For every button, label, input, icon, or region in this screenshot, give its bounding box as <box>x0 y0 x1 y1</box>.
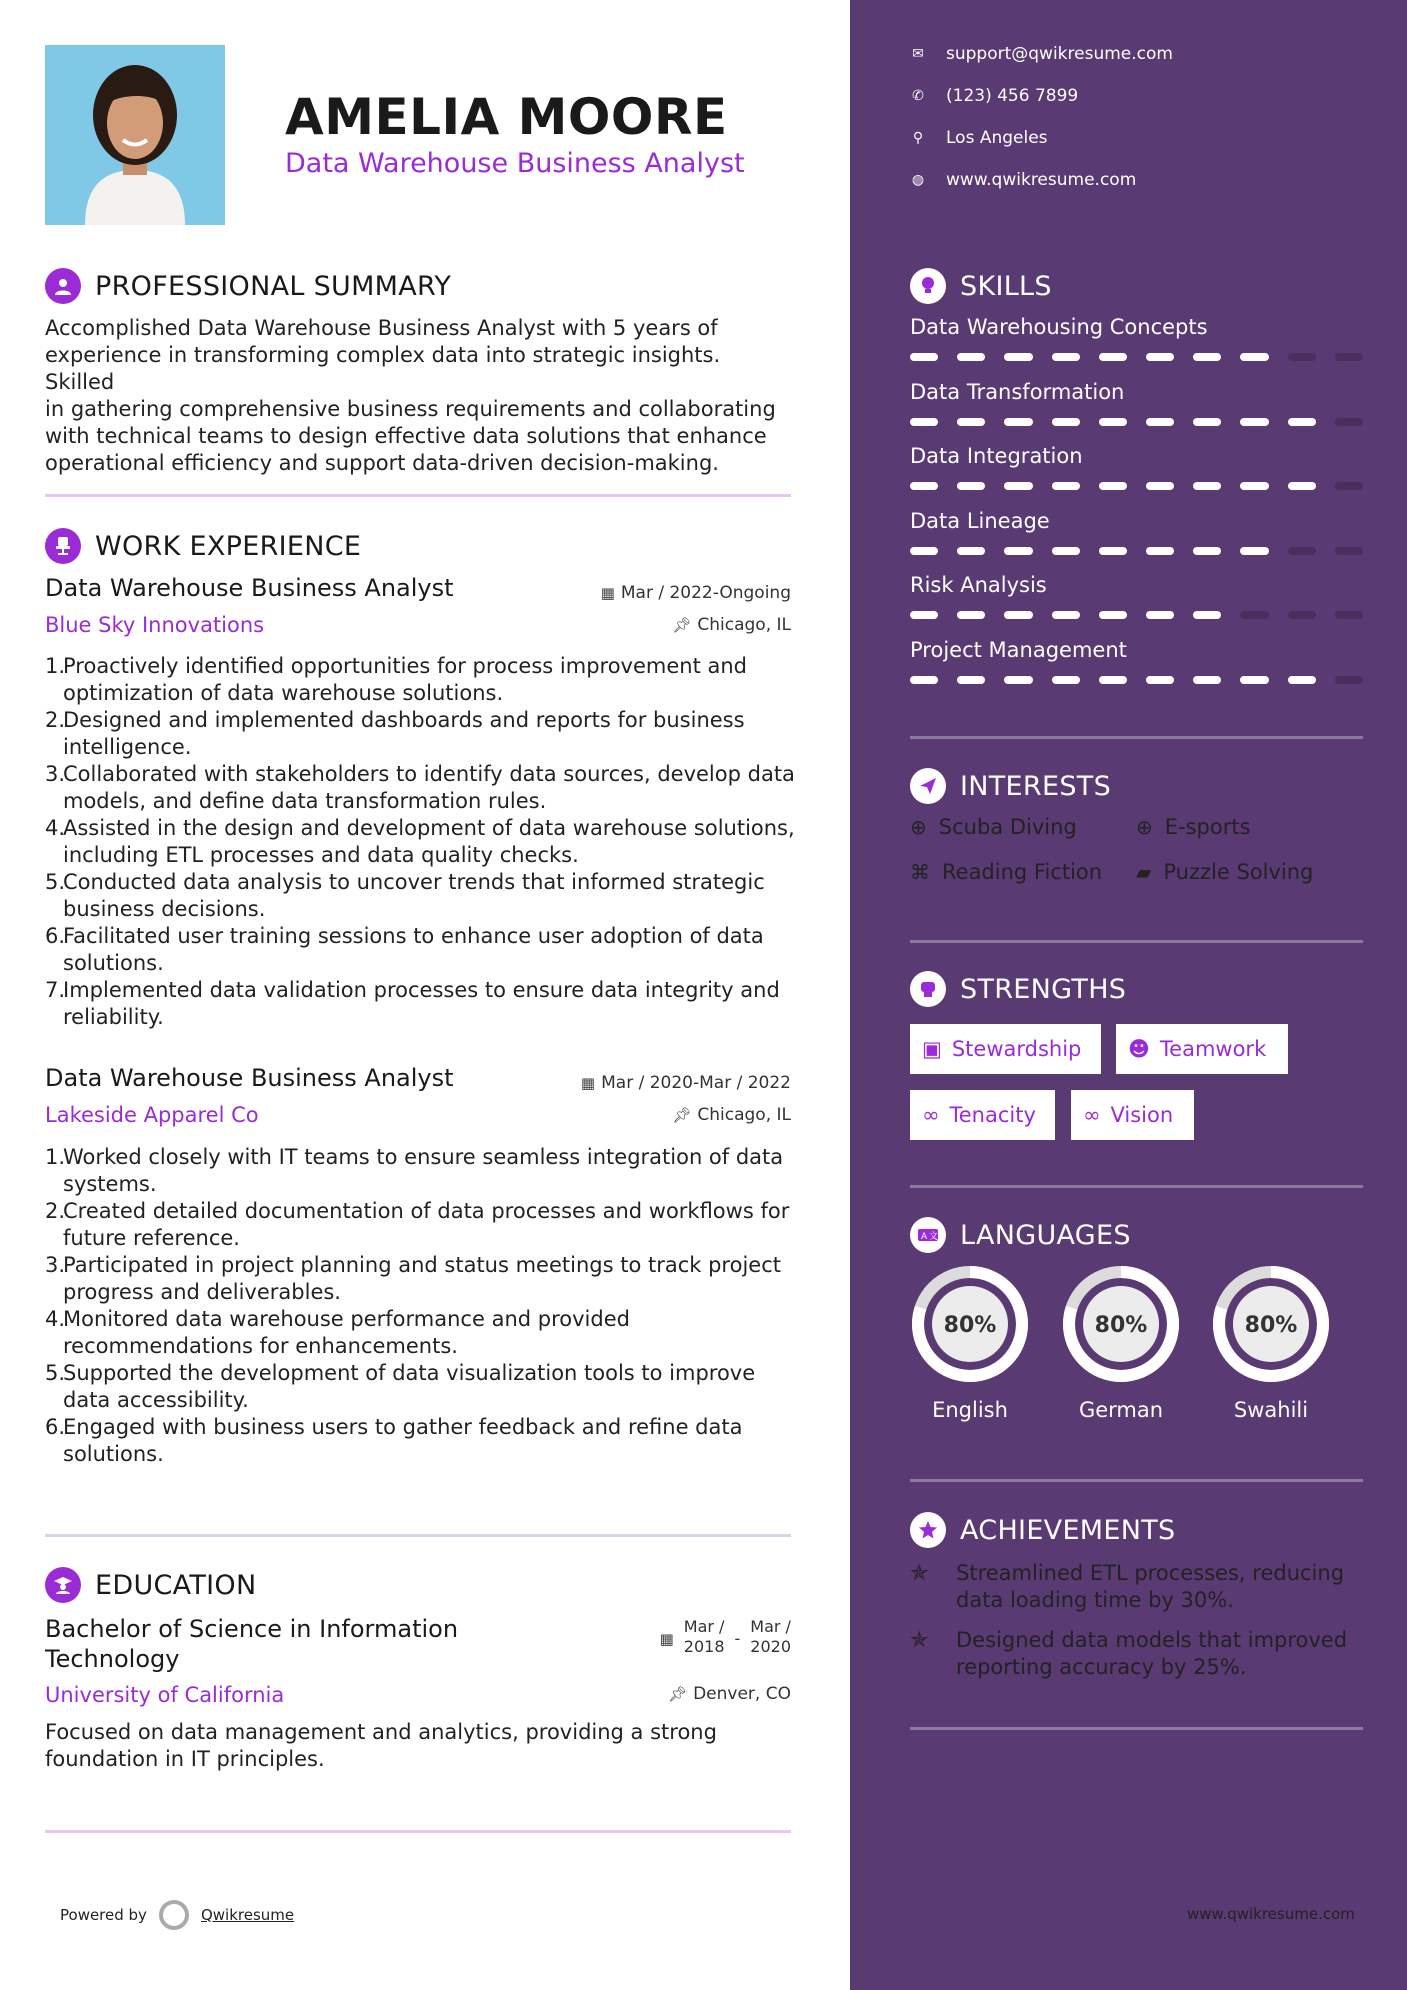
education-dates <box>660 1617 791 1657</box>
skill-segment <box>1240 482 1268 490</box>
strengths-title: STRENGTHS <box>960 973 1127 1005</box>
interest-item <box>1136 815 1251 839</box>
skill-segment <box>910 482 938 490</box>
list-item: models, and define data transformation rules. <box>63 789 547 813</box>
job-dates <box>581 1073 791 1093</box>
achievement-text: Designed data models that improved reporting accuracy by 25%. <box>956 1628 1348 1679</box>
interest-item <box>910 860 1102 884</box>
skill-segment <box>1288 547 1316 555</box>
skill-name: Data Lineage <box>910 508 1050 533</box>
interest-label: Puzzle Solving <box>1163 860 1314 884</box>
skill-segment <box>957 418 985 426</box>
summary-line: with technical teams to design effective data solutions that enhance <box>45 424 767 448</box>
contact-email[interactable] <box>910 44 1173 64</box>
calendar-icon: ▦ <box>600 584 615 602</box>
language-name: Swahili <box>1233 1398 1309 1422</box>
skill-segment <box>1240 547 1268 555</box>
globe-icon: ◍ <box>911 172 925 188</box>
list-item: progress and deliverables. <box>63 1280 341 1304</box>
skill-name: Project Management <box>910 637 1127 662</box>
interest-item <box>910 815 1077 839</box>
list-item: future reference. <box>63 1226 240 1250</box>
languages-title: LANGUAGES <box>960 1219 1131 1251</box>
skill-segment <box>1146 418 1174 426</box>
list-item: 7. Implemented data validation processes to ensure data integrity and <box>45 978 780 1002</box>
experience-heading <box>45 528 361 564</box>
education-desc-line: Focused on data management and analytics, providing a strong <box>45 1720 717 1744</box>
list-item: reliability. <box>63 1005 164 1029</box>
lightbulb-icon <box>910 268 946 304</box>
skill-level-bar <box>910 611 1363 619</box>
education-heading <box>45 1567 256 1603</box>
job-company: Lakeside Apparel Co <box>45 1103 259 1127</box>
list-item: 3. Collaborated with stakeholders to identify data sources, develop data <box>45 762 795 786</box>
skill-level-bar <box>910 547 1363 555</box>
degree <box>45 1614 458 1674</box>
job-dates <box>601 583 791 603</box>
summary-line: Accomplished Data Warehouse Business Analyst with 5 years of <box>45 316 718 340</box>
list-item: systems. <box>63 1172 157 1196</box>
skill-segment <box>1240 611 1268 619</box>
summary-heading <box>45 268 451 304</box>
skill-segment <box>1004 611 1032 619</box>
job-location-text: Chicago, IL <box>697 1105 791 1125</box>
location-text: Los Angeles <box>946 128 1048 148</box>
candidate-name: AMELIA MOORE <box>285 88 728 146</box>
envelope-icon: ✉ <box>912 46 924 62</box>
summary-text <box>45 315 795 477</box>
skill-segment <box>1288 353 1316 361</box>
list-item: business decisions. <box>63 897 266 921</box>
language-percent: 80% <box>943 1313 997 1338</box>
summary-line: operational efficiency and support data-driven decision-making. <box>45 451 719 475</box>
education-desc-line: foundation in IT principles. <box>45 1747 325 1771</box>
achievements-heading <box>910 1512 1176 1548</box>
pin-icon: 📌︎ <box>672 1106 692 1124</box>
skill-segment <box>1335 482 1363 490</box>
skill-segment <box>1004 676 1032 684</box>
skill-segment <box>1146 611 1174 619</box>
degree-line: Bachelor of Science in Information <box>45 1615 459 1643</box>
job-bullets <box>45 653 805 1031</box>
degree-line: Technology <box>45 1645 180 1673</box>
interest-label: Reading Fiction <box>942 860 1103 884</box>
edu-end: Mar / 2020 <box>750 1617 791 1656</box>
divider <box>45 1830 791 1833</box>
list-item: solutions. <box>63 1442 164 1466</box>
star-icon: ✯ <box>910 1561 929 1586</box>
education-location-text: Denver, CO <box>693 1684 791 1704</box>
fist-icon <box>910 971 946 1007</box>
divider <box>910 1185 1363 1188</box>
skill-segment <box>1193 611 1221 619</box>
skill-segment <box>957 353 985 361</box>
summary-title: PROFESSIONAL SUMMARY <box>95 270 452 302</box>
contact-phone[interactable] <box>910 86 1078 106</box>
skill-segment <box>1193 482 1221 490</box>
skill-segment <box>1146 353 1174 361</box>
list-item: 2. Designed and implemented dashboards and reports for business <box>45 708 745 732</box>
skill-segment <box>1335 353 1363 361</box>
contact-website[interactable] <box>910 170 1136 190</box>
interest-item <box>1136 860 1313 884</box>
star-icon: ✯ <box>910 1628 929 1653</box>
skill-segment <box>957 676 985 684</box>
list-item: 6. Engaged with business users to gather feedback and refine data <box>45 1415 743 1439</box>
skill-segment <box>1288 482 1316 490</box>
job-dates-text: Mar / 2020-Mar / 2022 <box>601 1073 791 1093</box>
language-gauge <box>1061 1264 1181 1422</box>
skill-segment <box>1288 676 1316 684</box>
education-desc <box>45 1719 795 1773</box>
strengths-heading <box>910 971 1126 1007</box>
strength-label: Stewardship <box>951 1037 1082 1061</box>
divider <box>910 940 1363 943</box>
skill-segment <box>1288 611 1316 619</box>
email-text: support@qwikresume.com <box>946 44 1173 64</box>
book-icon: ▰ <box>1136 860 1152 884</box>
skill-segment <box>1052 547 1080 555</box>
skill-segment <box>1288 418 1316 426</box>
skill-segment <box>957 547 985 555</box>
skill-segment <box>1193 547 1221 555</box>
list-item: 5. Conducted data analysis to uncover trends that informed strategic <box>45 870 765 894</box>
qwikresume-link[interactable]: Qwikresume <box>200 1906 295 1924</box>
contact-location <box>910 128 1048 148</box>
skill-segment <box>1146 547 1174 555</box>
translate-icon <box>910 1217 946 1253</box>
divider <box>910 736 1363 739</box>
skill-segment <box>910 611 938 619</box>
education-title: EDUCATION <box>95 1569 257 1601</box>
skill-segment <box>1240 418 1268 426</box>
list-item: 6. Facilitated user training sessions to enhance user adoption of data <box>45 924 764 948</box>
skill-segment <box>1004 547 1032 555</box>
link-icon: ∞ <box>922 1103 940 1127</box>
list-item: solutions. <box>63 951 164 975</box>
list-item: including ETL processes and data quality checks. <box>63 843 579 867</box>
date-separator: - <box>734 1629 741 1648</box>
user-circle-icon <box>45 268 81 304</box>
language-ring <box>910 1264 1030 1384</box>
users-icon: ☻ <box>1128 1037 1150 1061</box>
skill-name: Risk Analysis <box>910 573 1047 597</box>
skill-segment <box>1052 482 1080 490</box>
skill-segment <box>1335 676 1363 684</box>
skills-heading <box>910 268 1052 304</box>
svg-text:A: A <box>921 1232 928 1242</box>
language-name: German <box>1078 1398 1164 1422</box>
skill-name: Data Transformation <box>910 379 1125 404</box>
strength-tag <box>1116 1024 1288 1074</box>
job-title: Data Warehouse Business Analyst <box>45 1064 454 1092</box>
footer-site[interactable]: www.qwikresume.com <box>1187 1905 1355 1923</box>
list-item: data accessibility. <box>63 1388 249 1412</box>
list-item: 1. Worked closely with IT teams to ensure seamless integration of data <box>45 1145 784 1169</box>
divider <box>910 1479 1363 1482</box>
list-item: optimization of data warehouse solutions. <box>63 681 504 705</box>
language-gauge <box>1211 1264 1331 1422</box>
list-item: 5. Supported the development of data visualization tools to improve <box>45 1361 756 1385</box>
skill-segment <box>1335 547 1363 555</box>
candidate-role: Data Warehouse Business Analyst <box>285 148 745 179</box>
list-item: 2. Created detailed documentation of data processes and workflows for <box>45 1199 790 1223</box>
skill-segment <box>910 547 938 555</box>
strength-tag <box>910 1090 1055 1140</box>
divider <box>45 1534 791 1537</box>
skill-segment <box>1099 547 1127 555</box>
job-bullets <box>45 1144 805 1468</box>
skill-segment <box>1193 676 1221 684</box>
skill-segment <box>1099 353 1127 361</box>
strength-tag <box>1071 1090 1194 1140</box>
skill-level-bar <box>910 482 1363 490</box>
language-ring <box>1061 1264 1181 1384</box>
chair-icon <box>45 528 81 564</box>
languages-heading <box>910 1217 1131 1253</box>
summary-line: experience in transforming complex data into strategic insights. Skilled <box>45 343 721 394</box>
powered-by <box>60 1900 294 1930</box>
achievements-title: ACHIEVEMENTS <box>960 1514 1176 1546</box>
star-badge-icon <box>910 1512 946 1548</box>
job-location-text: Chicago, IL <box>697 615 791 635</box>
graduate-icon <box>45 1567 81 1603</box>
list-item: recommendations for enhancements. <box>63 1334 458 1358</box>
skill-segment <box>1099 482 1127 490</box>
skill-segment <box>1146 676 1174 684</box>
skill-level-bar <box>910 353 1363 361</box>
language-percent: 80% <box>1244 1313 1298 1338</box>
briefcase-icon: ▣ <box>922 1037 942 1061</box>
skill-segment <box>1004 418 1032 426</box>
skill-level-bar <box>910 418 1363 426</box>
skill-segment <box>1335 611 1363 619</box>
job-title: Data Warehouse Business Analyst <box>45 574 454 602</box>
interests-heading <box>910 768 1111 804</box>
education-location <box>668 1684 791 1704</box>
list-item: intelligence. <box>63 735 192 759</box>
job-location <box>672 615 791 635</box>
calendar-icon: ▦ <box>659 1630 674 1648</box>
skill-segment <box>1052 353 1080 361</box>
skill-segment <box>1052 418 1080 426</box>
qwikresume-logo-icon <box>159 1900 189 1930</box>
svg-text:文: 文 <box>929 1232 939 1242</box>
language-ring <box>1211 1264 1331 1384</box>
list-item: 3. Participated in project planning and status meetings to track project <box>45 1253 781 1277</box>
language-gauge <box>910 1264 1030 1422</box>
pin-icon: 📌︎ <box>668 1685 688 1703</box>
divider <box>45 494 791 497</box>
experience-title: WORK EXPERIENCE <box>95 530 362 562</box>
skill-segment <box>957 482 985 490</box>
skill-segment <box>1240 676 1268 684</box>
skill-name: Data Integration <box>910 444 1083 468</box>
skill-name: Data Warehousing Concepts <box>910 315 1208 339</box>
lifebuoy-icon: ⊕ <box>1136 815 1153 839</box>
strength-tag <box>910 1024 1101 1074</box>
strength-label: Teamwork <box>1159 1037 1267 1061</box>
strength-label: Tenacity <box>949 1103 1036 1127</box>
lifebuoy-icon: ⊕ <box>910 815 927 839</box>
job-dates-text: Mar / 2022-Ongoing <box>620 583 791 603</box>
skill-segment <box>1240 353 1268 361</box>
skill-segment <box>1052 676 1080 684</box>
skill-segment <box>957 611 985 619</box>
gamepad-icon: ⌘ <box>910 860 930 884</box>
skill-segment <box>910 418 938 426</box>
skill-segment <box>910 353 938 361</box>
school: University of California <box>45 1683 285 1707</box>
skill-segment <box>1146 482 1174 490</box>
list-item: 4. Monitored data warehouse performance and provided <box>45 1307 630 1331</box>
skill-level-bar <box>910 676 1363 684</box>
skills-title: SKILLS <box>960 270 1052 302</box>
skill-segment <box>1099 611 1127 619</box>
achievement-item <box>910 1560 1370 1614</box>
skill-segment <box>1099 676 1127 684</box>
binoculars-icon: ∞ <box>1083 1103 1101 1127</box>
achievement-item <box>910 1627 1370 1681</box>
skill-segment <box>910 676 938 684</box>
paper-plane-icon <box>910 768 946 804</box>
interest-label: E-sports <box>1164 815 1251 839</box>
skill-segment <box>1004 482 1032 490</box>
website-text: www.qwikresume.com <box>946 170 1137 190</box>
divider <box>910 1727 1363 1730</box>
phone-icon: ✆ <box>912 88 924 104</box>
skill-segment <box>1099 418 1127 426</box>
edu-start: Mar / 2018 <box>683 1617 725 1656</box>
phone-text: (123) 456 7899 <box>946 86 1079 106</box>
achievement-text: Streamlined ETL processes, reducing data loading time by 30%. <box>956 1561 1345 1612</box>
skill-segment <box>1052 611 1080 619</box>
skill-segment <box>1193 353 1221 361</box>
calendar-icon: ▦ <box>580 1074 596 1092</box>
profile-photo <box>45 45 225 225</box>
map-pin-icon: ⚲ <box>912 130 924 146</box>
skill-segment <box>1193 418 1221 426</box>
skill-segment <box>1335 418 1363 426</box>
pin-icon: 📌︎ <box>672 616 692 634</box>
language-name: English <box>932 1398 1008 1422</box>
list-item: 1. Proactively identified opportunities for process improvement and <box>45 654 747 678</box>
language-percent: 80% <box>1094 1313 1148 1338</box>
job-location <box>672 1105 791 1125</box>
interests-title: INTERESTS <box>960 770 1112 802</box>
skill-segment <box>1004 353 1032 361</box>
strength-label: Vision <box>1110 1103 1174 1127</box>
interest-label: Scuba Diving <box>938 815 1077 839</box>
summary-line: in gathering comprehensive business requirements and collaborating <box>45 397 776 421</box>
list-item: 4. Assisted in the design and development of data warehouse solutions, <box>45 816 795 840</box>
job-company: Blue Sky Innovations <box>45 613 265 637</box>
powered-by-text: Powered by <box>60 1906 147 1924</box>
